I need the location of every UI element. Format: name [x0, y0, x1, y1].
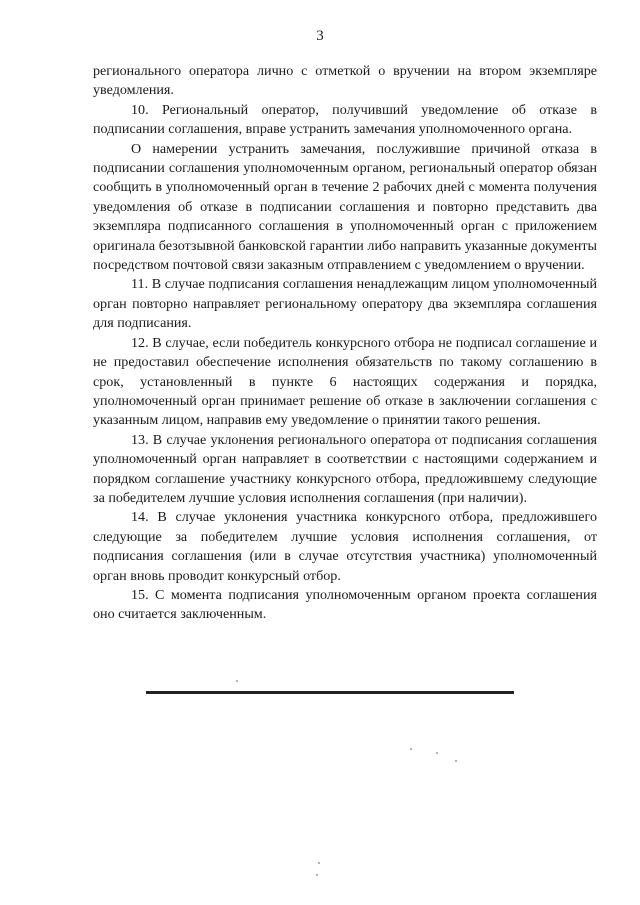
paragraph-item-12: 12. В случае, если победитель конкурсного отбора не подписал соглашение и не предоставил обеспечение исполнения обязательств по такому соглашению в срок, установленный в пункте 6 настоящих содержания и порядка, уполномоченный орган принимает решение об отказе в заключении соглашения с указанным лицом, направив ему уведомление о принятии такого решения.	[93, 334, 597, 429]
paragraph-item-14: 14. В случае уклонения участника конкурсного отбора, предложившего следующие за победителем лучшие условия исполнения соглашения, от подписания соглашения (или в случае отсутствия участника) уполномоченный орган вновь проводит конкурсный отбор.	[93, 509, 597, 584]
document-body	[93, 62, 597, 625]
scan-speck	[455, 760, 457, 762]
paragraph-item-11: 11. В случае подписания соглашения ненадлежащим лицом уполномоченный орган повторно направляет региональному оператору два экземпляра соглашения для подписания.	[93, 276, 597, 332]
scan-speck	[318, 862, 320, 864]
scan-speck	[410, 748, 412, 750]
closing-rule-divider	[146, 691, 514, 694]
page-number: 3	[316, 28, 324, 44]
paragraph-continuation: регионального оператора лично с отметкой о вручении на втором экземпляре уведомления.	[93, 63, 597, 99]
scan-speck	[316, 874, 318, 876]
paragraph-item-10-detail: О намерении устранить замечания, послужившие причиной отказа в подписании соглашения уполномоченным органом, региональный оператор обязан сообщить в уполномоченный орган в течение 2 рабочих дней с момента получения уведомления об отказе в подписании соглашения и повторно представить два экземпляра подписанного соглашения в уполномоченный орган с приложением оригинала безотзывной банковской гарантии либо направить указанные документы посредством почтовой связи заказным отправлением с уведомлением о вручении.	[93, 140, 597, 274]
scan-speck	[236, 680, 238, 682]
paragraph-item-10: 10. Региональный оператор, получивший уведомление об отказе в подписании соглашения, вправе устранить замечания уполномоченного органа.	[93, 101, 597, 138]
paragraph-item-13: 13. В случае уклонения регионального оператора от подписания соглашения уполномоченный орган направляет в соответствии с настоящими содержанием и порядком соглашение участнику конкурсного отбора, предложившему следующие за победителем лучшие условия исполнения соглашения (при наличии).	[93, 431, 597, 506]
paragraph-item-15: 15. С момента подписания уполномоченным органом проекта соглашения оно считается заключенным.	[93, 586, 597, 623]
scan-speck	[436, 752, 438, 754]
